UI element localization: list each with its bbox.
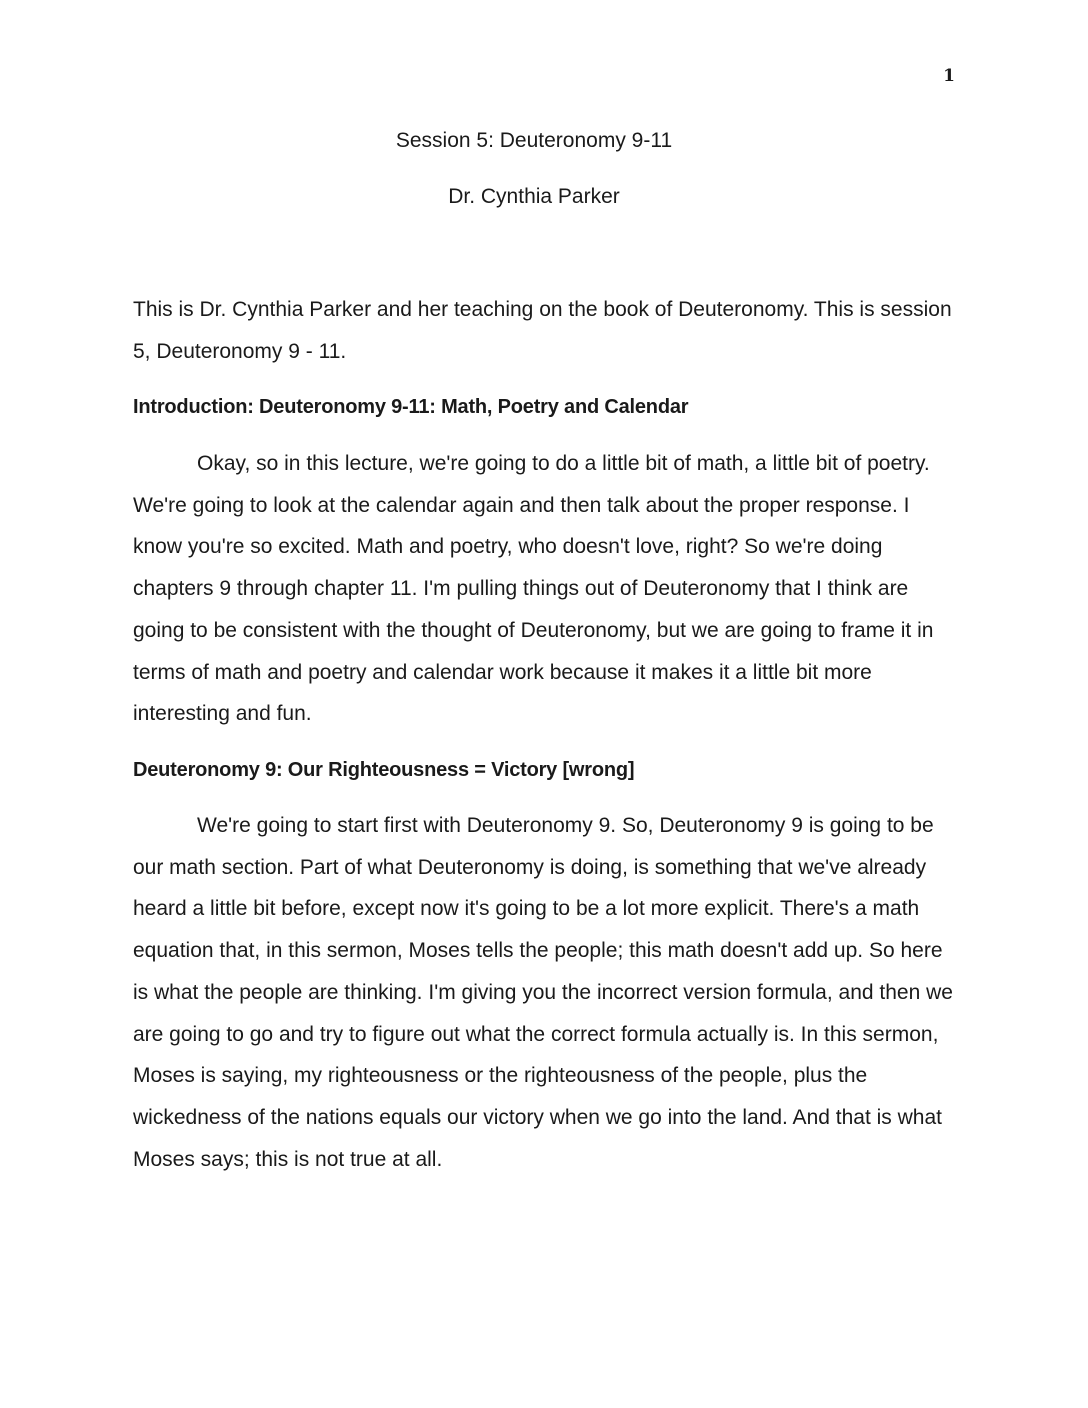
section-paragraph-introduction: Okay, so in this lecture, we're going to do a little bit of math, a little bit of poetry. We're going to look at the calendar again and then talk about the proper response. I know you're so excited. Math and poetry, who doesn't love, right? So we're doing chapters 9 through chapter 11. I'm pulling things out of Deuteronomy that I think are going to be consistent with the thought of Deuteronomy, but we are going to frame it in terms of math and poetry and calendar work because it makes it a little bit more interesting and fun.: [133, 452, 934, 726]
document-title: Session 5: Deuteronomy 9-11: [395, 129, 673, 152]
section-paragraph-deuteronomy-9: We're going to start first with Deuteronomy 9. So, Deuteronomy 9 is going to be our math section. Part of what Deuteronomy is doing, is something that we've already heard a little bit before, except now it's going to be a lot more explicit. There's a math equation that, in this sermon, Moses tells the people; this math doesn't add up. So here is what the people are thinking. I'm giving you the incorrect version formula, and then we are going to go and try to figure out what the correct formula actually is. In this sermon, Moses is saying, my righteousness or the righteousness of the people, plus the wickedness of the nations equals our victory when we go into the land. And that is what Moses says; this is not true at all.: [133, 814, 953, 1171]
document-author: Dr. Cynthia Parker: [448, 185, 620, 208]
section-heading-deuteronomy-9: Deuteronomy 9: Our Righteousness = Victory [wrong]: [133, 759, 635, 781]
section-heading-introduction: Introduction: Deuteronomy 9-11: Math, Poetry and Calendar: [133, 396, 689, 418]
page-number: 1: [943, 66, 955, 86]
intro-paragraph: This is Dr. Cynthia Parker and her teaching on the book of Deuteronomy. This is session 5, Deuteronomy 9 - 11.: [133, 298, 952, 363]
